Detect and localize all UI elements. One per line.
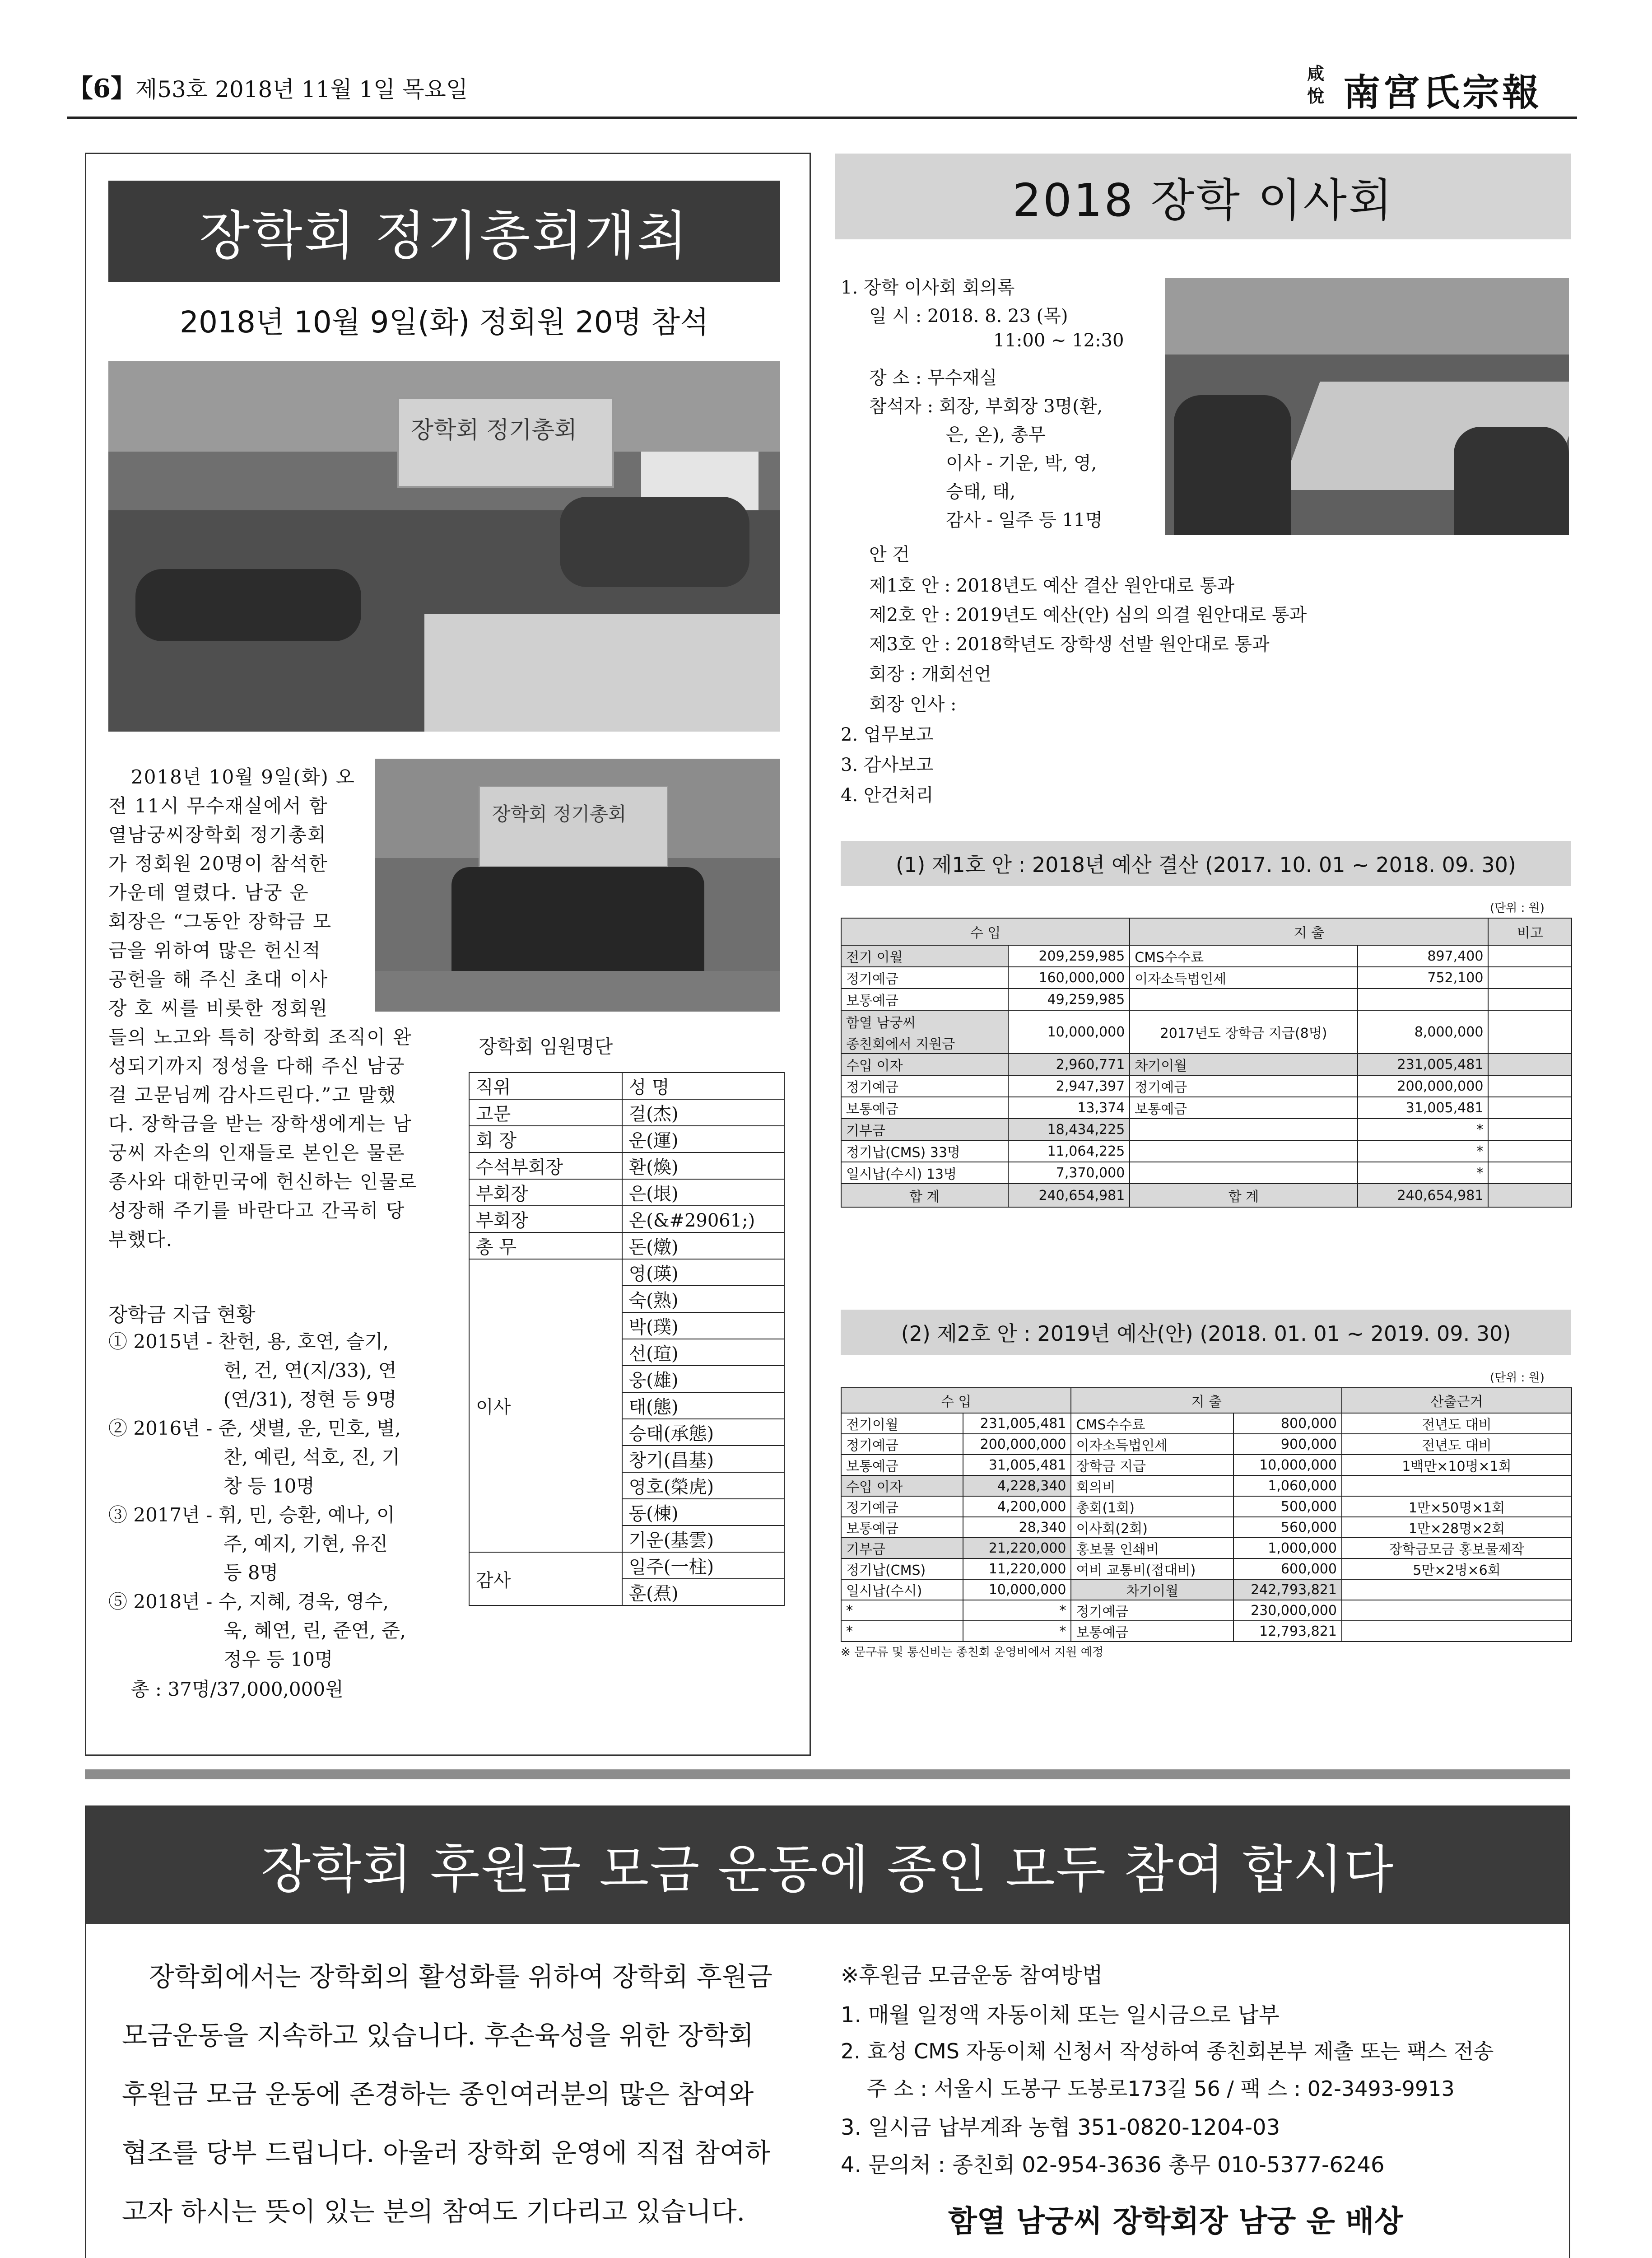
budget-cell: 여비 교통비(접대비) xyxy=(1071,1558,1233,1579)
settlement-cell: 13,374 xyxy=(1008,1097,1130,1119)
body-line: 가 정회원 20명이 참석한 xyxy=(108,853,328,875)
officers-head-position: 직위 xyxy=(469,1073,622,1099)
minutes-line: 이사 - 기운, 박, 영, xyxy=(946,453,1097,474)
scholarship-line: ① 2015년 - 찬헌, 용, 호연, 슬기, xyxy=(108,1330,389,1353)
masthead: 南宮氏宗報 xyxy=(1343,71,1542,114)
budget-cell xyxy=(1342,1621,1572,1642)
settlement-cell: 160,000,000 xyxy=(1008,967,1130,989)
settlement-cell xyxy=(1130,1119,1357,1140)
settlement-cell: * xyxy=(1358,1162,1489,1184)
auditor-name: 일주(一柱) xyxy=(622,1552,784,1579)
settlement-cell xyxy=(1488,1119,1572,1140)
body-line: 장 호 씨를 비롯한 정회원 xyxy=(108,997,329,1019)
director-name: 박(璞) xyxy=(622,1312,784,1339)
scholarship-line: ② 2016년 - 준, 샛별, 운, 민호, 별, xyxy=(108,1417,401,1439)
signature: 함열 남궁씨 장학회장 남궁 운 배상 xyxy=(948,2204,1403,2239)
minutes-line: 제3호 안 : 2018학년도 장학생 선발 원안대로 통과 xyxy=(869,634,1270,655)
budget-cell: 홍보물 인쇄비 xyxy=(1071,1538,1233,1558)
board-meeting-title: 2018 장학 이사회 xyxy=(835,154,1571,239)
minutes-line: 장 소 : 무수재실 xyxy=(869,368,997,388)
officer-position: 총 무 xyxy=(469,1232,622,1259)
budget-cell: 보통예금 xyxy=(841,1455,963,1475)
minutes-line: 승태, 태, xyxy=(946,481,1016,502)
body-line: 공헌을 해 주신 초대 이사 xyxy=(108,968,329,990)
director-name: 태(態) xyxy=(622,1392,784,1419)
settlement-cell xyxy=(1488,1010,1572,1054)
method-title: ※후원금 모금운동 참여방법 xyxy=(841,1963,1103,1988)
body-line: 열남궁씨장학회 정기총회 xyxy=(108,824,327,846)
budget-cell: 10,000,000 xyxy=(963,1579,1071,1600)
fundraising-line: 장학회에서는 장학회의 활성화를 위하여 장학회 후원금 xyxy=(149,1961,772,1992)
budget-cell: 10,000,000 xyxy=(1233,1455,1342,1475)
minutes-line: 감사 - 일주 등 11명 xyxy=(946,510,1103,531)
settlement-cell: 200,000,000 xyxy=(1358,1075,1489,1097)
budget-cell: 1만×50명×1회 xyxy=(1342,1496,1572,1517)
budget-cell: 이사회(2회) xyxy=(1071,1517,1233,1538)
officers-head-name: 성 명 xyxy=(622,1073,784,1099)
scholarship-line: 찬, 예린, 석호, 진, 기 xyxy=(223,1446,400,1468)
scholarship-line: ⑤ 2018년 - 수, 지혜, 경욱, 영수, xyxy=(108,1591,389,1613)
body-line: 부했다. xyxy=(108,1228,173,1250)
minutes-line: 11:00 ~ 12:30 xyxy=(993,330,1124,351)
budget-cell: 12,793,821 xyxy=(1233,1621,1342,1642)
meeting-photo xyxy=(108,361,780,732)
minutes-line: 안 건 xyxy=(869,544,910,565)
method-line: 2. 효성 CMS 자동이체 신청서 작성하여 종친회본부 제출 또는 팩스 전송 xyxy=(841,2039,1494,2063)
settlement-cell: 231,005,481 xyxy=(1358,1054,1489,1075)
budget-cell: 242,793,821 xyxy=(1233,1579,1342,1600)
body-line: 회장은 “그동안 장학금 모 xyxy=(108,910,332,933)
budget-cell: 장학금 지급 xyxy=(1071,1455,1233,1475)
settlement-cell: 수입 이자 xyxy=(841,1054,1008,1075)
scholarship-line: 욱, 혜연, 린, 준연, 준, xyxy=(223,1619,406,1642)
settlement-head-income: 수 입 xyxy=(841,918,1130,945)
auditor-name: 훈(焄) xyxy=(622,1579,784,1605)
budget-cell: 총회(1회) xyxy=(1071,1496,1233,1517)
minutes-line: 2. 업무보고 xyxy=(841,724,934,745)
issue-date: 제53호 2018년 11월 1일 목요일 xyxy=(135,76,468,103)
director-name: 기운(基雲) xyxy=(622,1526,784,1552)
settlement-cell xyxy=(1488,945,1572,967)
settlement-cell: 11,064,225 xyxy=(1008,1140,1130,1162)
budget-unit: (단위 : 원) xyxy=(1490,1371,1545,1385)
scholarship-line: 등 8명 xyxy=(223,1562,279,1584)
settlement-cell: 209,259,985 xyxy=(1008,945,1130,967)
settlement-unit: (단위 : 원) xyxy=(1490,901,1545,915)
director-name: 영(瑛) xyxy=(622,1259,784,1286)
settlement-cell xyxy=(1488,1162,1572,1184)
settlement-cell xyxy=(1488,1075,1572,1097)
budget-cell: 560,000 xyxy=(1233,1517,1342,1538)
minutes-line: 제2호 안 : 2019년도 예산(안) 심의 의결 원안대로 통과 xyxy=(869,605,1307,625)
settlement-cell: 7,370,000 xyxy=(1008,1162,1130,1184)
settlement-cell: 보통예금 xyxy=(841,989,1008,1010)
officer-position: 부회장 xyxy=(469,1179,622,1206)
budget-cell: 231,005,481 xyxy=(963,1413,1071,1434)
director-name: 영호(榮虎) xyxy=(622,1472,784,1499)
settlement-cell: 정기예금 xyxy=(841,1075,1008,1097)
budget-cell: 900,000 xyxy=(1233,1434,1342,1455)
officer-name: 걸(杰) xyxy=(622,1099,784,1126)
scholarship-line: 주, 예지, 기현, 유진 xyxy=(223,1533,388,1555)
settlement-cell: 49,259,985 xyxy=(1008,989,1130,1010)
method-line: 1. 매월 일정액 자동이체 또는 일시금으로 납부 xyxy=(841,2002,1280,2028)
budget-cell: 전년도 대비 xyxy=(1342,1434,1572,1455)
general-meeting-subtitle: 2018년 10월 9일(화) 정회원 20명 참석 xyxy=(180,305,709,340)
masthead-small-2: 悅 xyxy=(1307,86,1325,106)
officer-name: 은(垠) xyxy=(622,1179,784,1206)
settlement-cell xyxy=(1130,989,1357,1010)
settlement-cell xyxy=(1488,967,1572,989)
general-meeting-title: 장학회 정기총회개최 xyxy=(108,181,780,282)
budget-cell xyxy=(1342,1579,1572,1600)
settlement-cell xyxy=(1130,1140,1357,1162)
settlement-cell: * xyxy=(1358,1119,1489,1140)
body-line: 금을 위하여 많은 헌신적 xyxy=(108,939,321,961)
fundraising-line: 협조를 당부 드립니다. 아울러 장학회 운영에 직접 참여하 xyxy=(122,2137,771,2168)
officer-name: 온(&#29061;) xyxy=(622,1206,784,1232)
scholarship-line: ③ 2017년 - 휘, 민, 승환, 예나, 이 xyxy=(108,1504,395,1526)
scholarship-title: 장학금 지급 현황 xyxy=(108,1303,256,1326)
settlement-cell: 2017년도 장학금 지급(8명) xyxy=(1130,1010,1357,1054)
settlement-cell: 보통예금 xyxy=(1130,1097,1357,1119)
officer-position-directors: 이사 xyxy=(469,1259,622,1552)
settlement-cell: 전기 이월 xyxy=(841,945,1008,967)
budget-title: (2) 제2호 안 : 2019년 예산(안) (2018. 01. 01 ~ 2019. 09. 30) xyxy=(841,1310,1571,1355)
budget-table xyxy=(841,1387,1572,1642)
budget-cell: 보통예금 xyxy=(841,1517,963,1538)
body-line: 전 11시 무수재실에서 함 xyxy=(108,795,328,817)
director-name: 웅(雄) xyxy=(622,1366,784,1392)
officer-name: 돈(燉) xyxy=(622,1232,784,1259)
settlement-cell: 31,005,481 xyxy=(1358,1097,1489,1119)
director-name: 선(瑄) xyxy=(622,1339,784,1366)
settlement-head-expense: 지 출 xyxy=(1130,918,1488,945)
group-banner-text: 장학회 정기총회 xyxy=(492,803,627,825)
header-rule xyxy=(67,117,1577,119)
budget-head-expense: 지 출 xyxy=(1071,1388,1341,1413)
fundraising-line: 후원금 모금 운동에 존경하는 종인여러분의 많은 참여와 xyxy=(122,2079,754,2109)
scholarship-total: 총 : 37명/37,000,000원 xyxy=(131,1678,344,1700)
budget-note: ※ 문구류 및 통신비는 종친회 운영비에서 지원 예정 xyxy=(841,1646,1103,1659)
budget-cell: 600,000 xyxy=(1233,1558,1342,1579)
budget-cell: 4,200,000 xyxy=(963,1496,1071,1517)
budget-cell: 230,000,000 xyxy=(1233,1600,1342,1621)
budget-cell: 1,060,000 xyxy=(1233,1475,1342,1496)
body-line: 종사와 대한민국에 헌신하는 인물로 xyxy=(108,1171,418,1193)
officer-name: 환(煥) xyxy=(622,1152,784,1179)
budget-cell: 5만×2명×6회 xyxy=(1342,1558,1572,1579)
settlement-cell: 18,434,225 xyxy=(1008,1119,1130,1140)
budget-cell: * xyxy=(963,1621,1071,1642)
group-photo xyxy=(375,759,780,1012)
settlement-cell: 일시납(수시) 13명 xyxy=(841,1162,1008,1184)
budget-cell: 정기납(CMS) xyxy=(841,1558,963,1579)
settlement-cell xyxy=(1358,989,1489,1010)
settlement-total-income: 240,654,981 xyxy=(1008,1184,1130,1207)
fundraising-line: 고자 하시는 뜻이 있는 분의 참여도 기다리고 있습니다. xyxy=(122,2196,745,2227)
settlement-cell: 이자소득법인세 xyxy=(1130,967,1357,989)
budget-cell: * xyxy=(841,1600,963,1621)
officer-position: 부회장 xyxy=(469,1206,622,1232)
settlement-total-label: 합 계 xyxy=(1130,1184,1357,1207)
scholarship-line: 정우 등 10명 xyxy=(223,1648,333,1670)
settlement-cell: 897,400 xyxy=(1358,945,1489,967)
officer-position-auditors: 감사 xyxy=(469,1552,622,1605)
settlement-table xyxy=(841,918,1572,1208)
settlement-cell: 정기예금 xyxy=(841,967,1008,989)
budget-cell: 기부금 xyxy=(841,1538,963,1558)
settlement-cell: 함열 남궁씨 xyxy=(841,1010,1008,1032)
meeting-banner-text: 장학회 정기총회 xyxy=(411,417,577,444)
settlement-cell: 기부금 xyxy=(841,1119,1008,1140)
officer-name: 운(運) xyxy=(622,1126,784,1152)
settlement-title: (1) 제1호 안 : 2018년 예산 결산 (2017. 10. 01 ~ 2018. 09. 30) xyxy=(841,841,1571,886)
budget-cell: 일시납(수시) xyxy=(841,1579,963,1600)
settlement-cell xyxy=(1488,1140,1572,1162)
budget-cell: 정기예금 xyxy=(841,1434,963,1455)
budget-cell xyxy=(1342,1475,1572,1496)
settlement-cell: 10,000,000 xyxy=(1008,1010,1130,1054)
budget-cell: 500,000 xyxy=(1233,1496,1342,1517)
budget-cell: CMS수수료 xyxy=(1071,1413,1233,1434)
budget-cell: 수입 이자 xyxy=(841,1475,963,1496)
minutes-line: 4. 안건처리 xyxy=(841,785,934,806)
settlement-cell xyxy=(1488,1054,1572,1075)
budget-cell: 11,220,000 xyxy=(963,1558,1071,1579)
settlement-cell: 차기이월 xyxy=(1130,1054,1357,1075)
settlement-cell xyxy=(1488,1184,1572,1207)
budget-cell: 전년도 대비 xyxy=(1342,1413,1572,1434)
minutes-line: 제1호 안 : 2018년도 예산 결산 원안대로 통과 xyxy=(869,575,1235,596)
director-name: 창기(昌基) xyxy=(622,1446,784,1472)
budget-cell: 1백만×10명×1회 xyxy=(1342,1455,1572,1475)
method-line: 4. 문의처 : 종친회 02-954-3636 총무 010-5377-6246 xyxy=(841,2152,1385,2178)
scholarship-line: (연/31), 정현 등 9명 xyxy=(223,1388,397,1410)
settlement-cell: 종친회에서 지원금 xyxy=(841,1032,1008,1054)
settlement-cell: 정기예금 xyxy=(1130,1075,1357,1097)
board-photo xyxy=(1165,278,1569,535)
minutes-line: 일 시 : 2018. 8. 23 (목) xyxy=(869,306,1068,327)
budget-cell: 보통예금 xyxy=(1071,1621,1233,1642)
body-line: 성장해 주기를 바란다고 간곡히 당 xyxy=(108,1199,405,1222)
budget-cell: * xyxy=(841,1621,963,1642)
settlement-cell xyxy=(1488,1097,1572,1119)
body-line: 가운데 열렸다. 남궁 운 xyxy=(108,882,309,904)
officer-position: 수석부회장 xyxy=(469,1152,622,1179)
budget-head-income: 수 입 xyxy=(841,1388,1071,1413)
budget-cell: 31,005,481 xyxy=(963,1455,1071,1475)
minutes-line: 3. 감사보고 xyxy=(841,755,934,775)
settlement-cell: 정기납(CMS) 33명 xyxy=(841,1140,1008,1162)
budget-cell: 4,228,340 xyxy=(963,1475,1071,1496)
settlement-cell: 2,947,397 xyxy=(1008,1075,1130,1097)
settlement-head-note: 비고 xyxy=(1488,918,1572,945)
masthead-small-1: 咸 xyxy=(1307,63,1325,84)
scholarship-line: 창 등 10명 xyxy=(223,1475,315,1497)
settlement-cell: CMS수수료 xyxy=(1130,945,1357,967)
settlement-cell: 보통예금 xyxy=(841,1097,1008,1119)
minutes-line: 회장 : 개회선언 xyxy=(869,664,991,685)
settlement-cell xyxy=(1130,1162,1357,1184)
minutes-line: 은, 온), 총무 xyxy=(946,425,1046,445)
budget-cell: 200,000,000 xyxy=(963,1434,1071,1455)
minutes-line: 1. 장학 이사회 회의록 xyxy=(841,277,1015,298)
budget-cell: 1만×28명×2회 xyxy=(1342,1517,1572,1538)
body-line: 2018년 10월 9일(화) 오 xyxy=(131,766,355,788)
budget-cell: 이자소득법인세 xyxy=(1071,1434,1233,1455)
minutes-line: 회장 인사 : xyxy=(869,694,957,715)
officer-position: 고문 xyxy=(469,1099,622,1126)
settlement-cell: * xyxy=(1358,1140,1489,1162)
settlement-total-expense: 240,654,981 xyxy=(1358,1184,1489,1207)
director-name: 승태(承態) xyxy=(622,1419,784,1446)
body-line: 궁씨 자손의 인재들로 본인은 물론 xyxy=(108,1142,405,1164)
minutes-line: 참석자 : 회장, 부회장 3명(환, xyxy=(869,396,1103,417)
officers-table xyxy=(469,1072,785,1606)
settlement-cell: 8,000,000 xyxy=(1358,1010,1489,1054)
section-divider xyxy=(85,1769,1570,1779)
budget-cell xyxy=(1342,1600,1572,1621)
budget-cell: 1,000,000 xyxy=(1233,1538,1342,1558)
settlement-cell xyxy=(1488,989,1572,1010)
budget-cell: 21,220,000 xyxy=(963,1538,1071,1558)
method-line: 주 소 : 서울시 도봉구 도봉로173길 56 / 팩 스 : 02-3493-9913 xyxy=(867,2076,1455,2101)
budget-cell: 정기예금 xyxy=(1071,1600,1233,1621)
officers-title: 장학회 임원명단 xyxy=(479,1036,613,1058)
budget-cell: 800,000 xyxy=(1233,1413,1342,1434)
officer-position: 회 장 xyxy=(469,1126,622,1152)
budget-cell: 정기예금 xyxy=(841,1496,963,1517)
fundraising-line: 모금운동을 지속하고 있습니다. 후손육성을 위한 장학회 xyxy=(122,2020,754,2051)
fundraising-title: 장학회 후원금 모금 운동에 종인 모두 참여 합시다 xyxy=(86,1806,1569,1924)
body-line: 들의 노고와 특히 장학회 조직이 완 xyxy=(108,1026,412,1048)
budget-cell: 차기이월 xyxy=(1071,1579,1233,1600)
body-line: 성되기까지 정성을 다해 주신 남궁 xyxy=(108,1055,405,1077)
budget-cell: 전기이월 xyxy=(841,1413,963,1434)
settlement-cell: 752,100 xyxy=(1358,967,1489,989)
director-name: 숙(熟) xyxy=(622,1286,784,1312)
method-line: 3. 일시금 납부계좌 농협 351-0820-1204-03 xyxy=(841,2115,1280,2140)
scholarship-line: 헌, 건, 연(지/33), 연 xyxy=(223,1359,397,1381)
director-name: 동(棟) xyxy=(622,1499,784,1526)
budget-cell: 회의비 xyxy=(1071,1475,1233,1496)
budget-cell: 28,340 xyxy=(963,1517,1071,1538)
settlement-cell: 2,960,771 xyxy=(1008,1054,1130,1075)
budget-head-basis: 산출근거 xyxy=(1342,1388,1572,1413)
settlement-total-label: 합 계 xyxy=(841,1184,1008,1207)
budget-cell: 장학금모금 홍보물제작 xyxy=(1342,1538,1572,1558)
page-number: 【6】 xyxy=(68,74,136,103)
body-line: 걸 고문님께 감사드린다.”고 말했 xyxy=(108,1084,397,1106)
budget-cell: * xyxy=(963,1600,1071,1621)
body-line: 다. 장학금을 받는 장학생에게는 남 xyxy=(108,1113,412,1135)
